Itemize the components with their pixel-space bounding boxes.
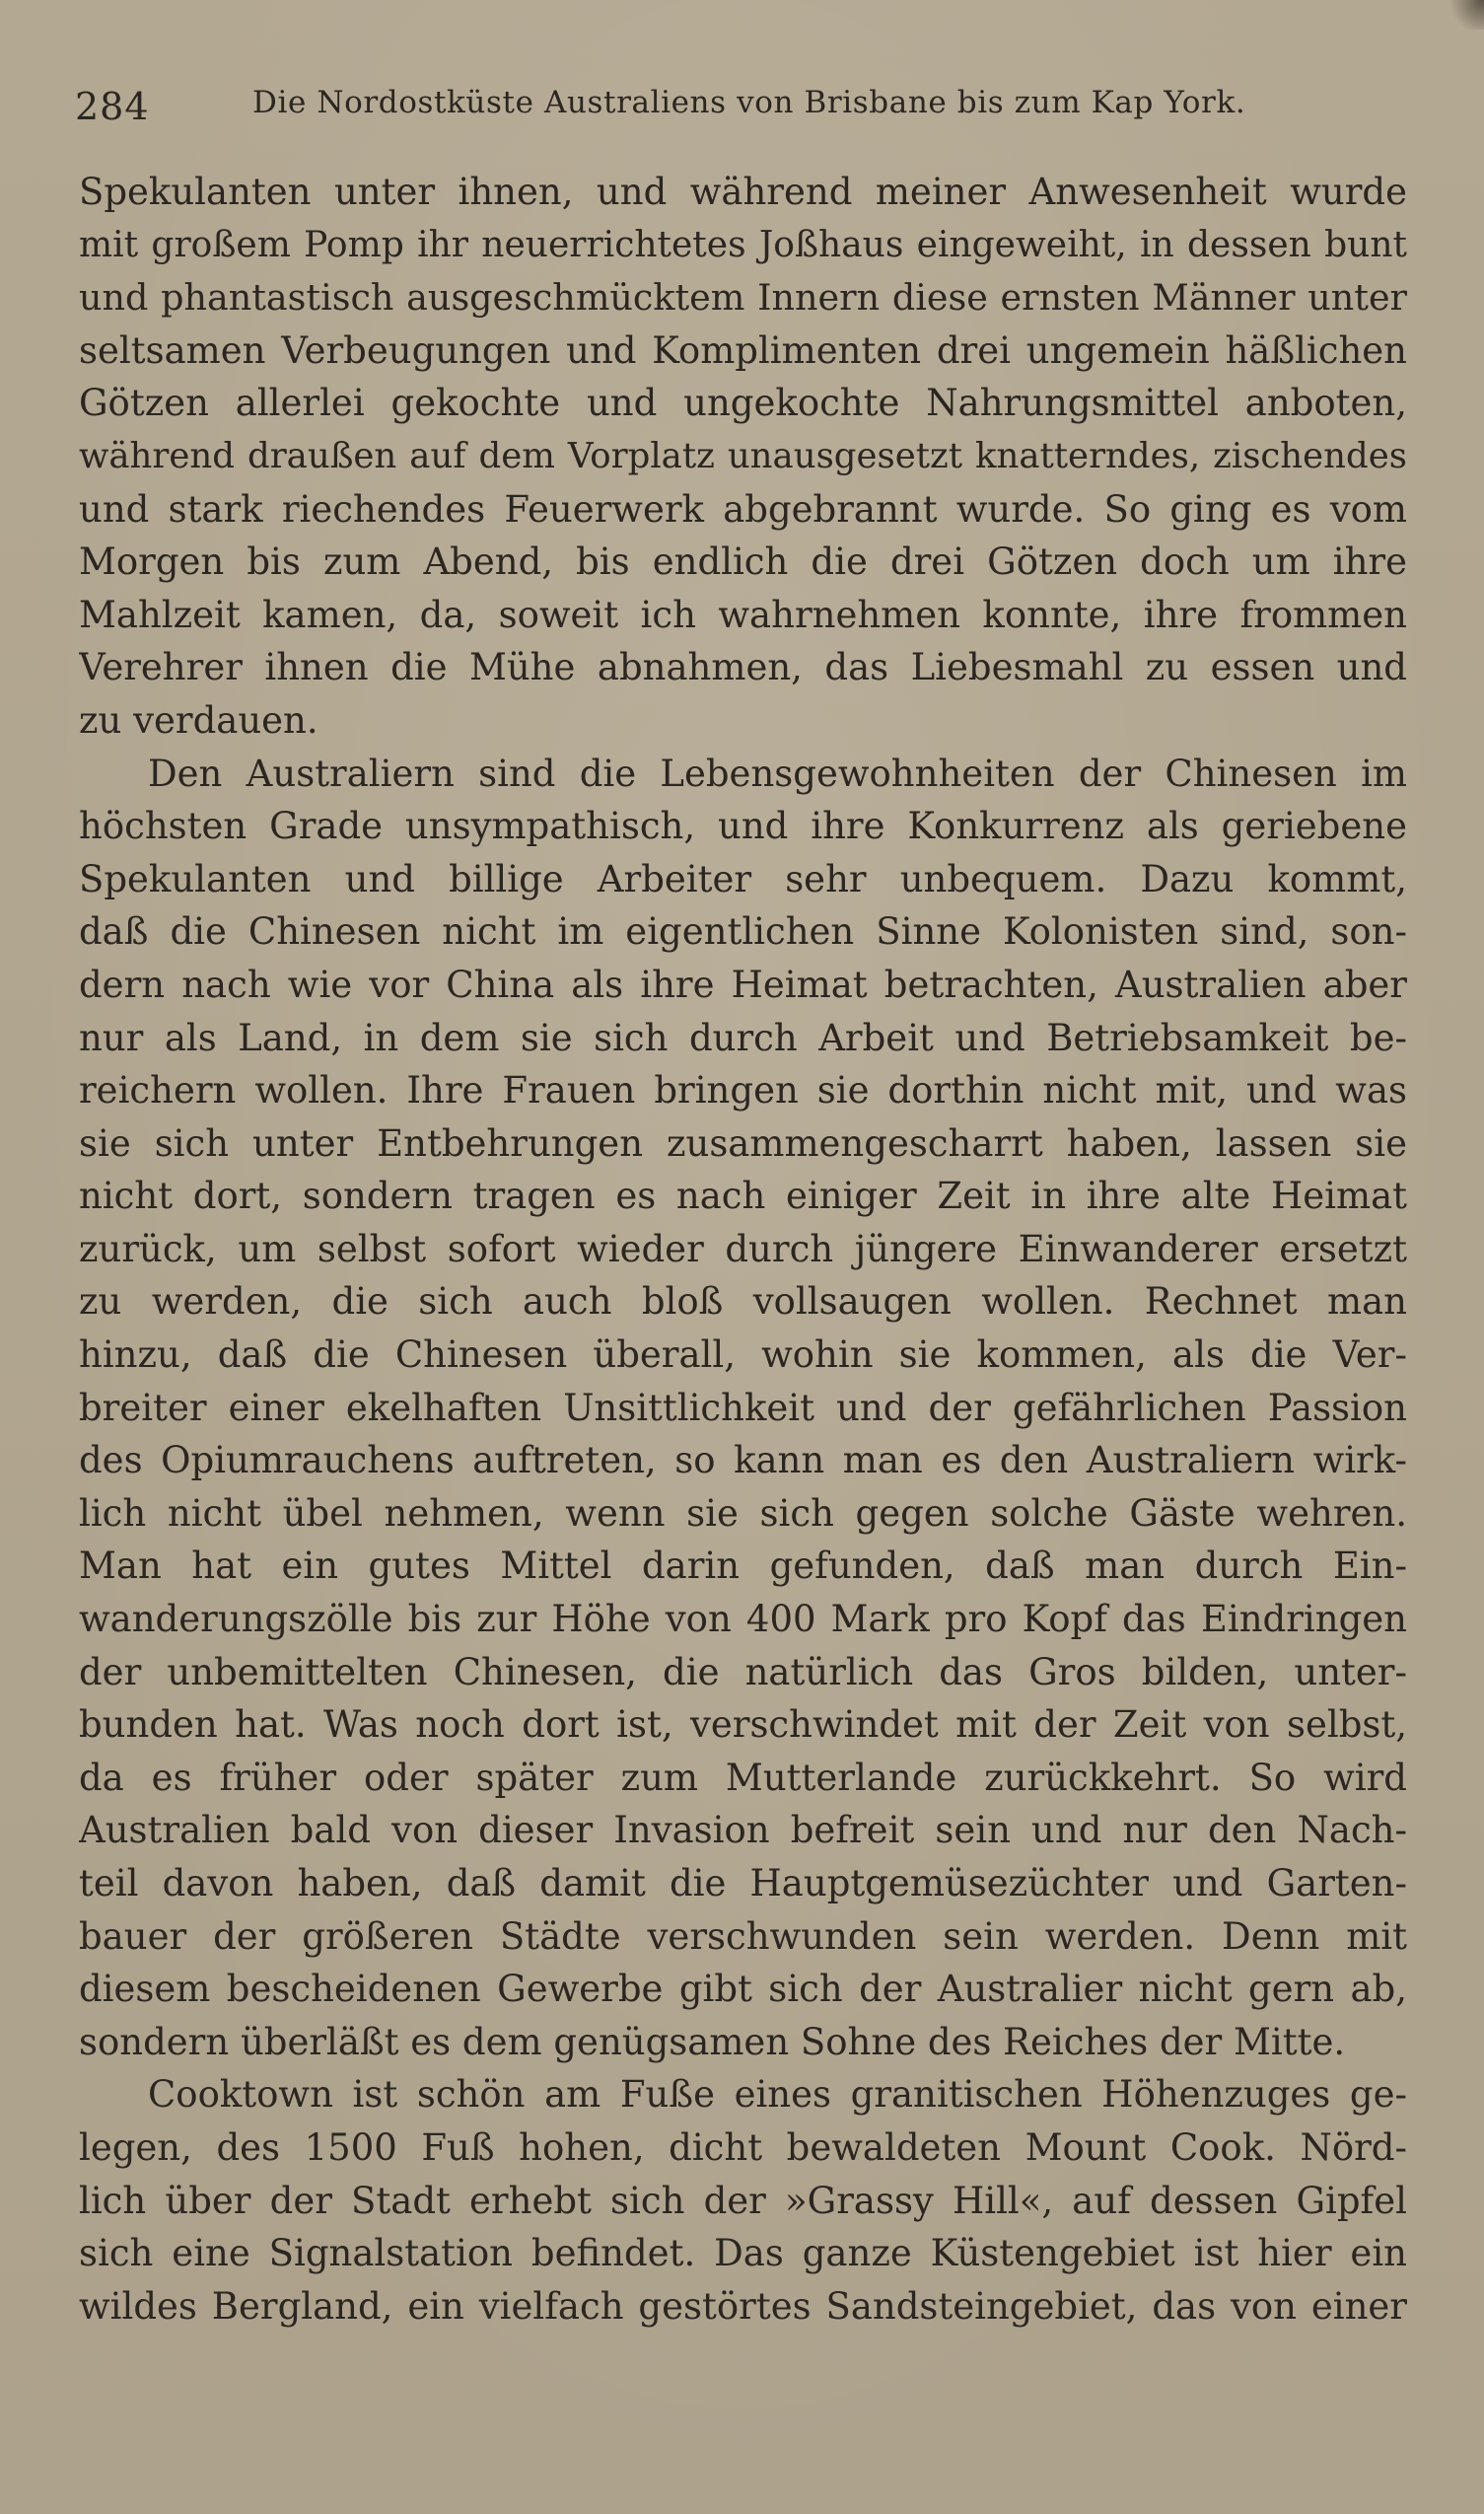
running-head: Die Nordostküste Australiens von Brisbane bis zum Kap York. [252, 85, 1246, 120]
text-line: Mahlzeit kamen, da, soweit ich wahrnehmen konnte, ihre frommen [79, 593, 1407, 636]
page-corner-shadow [1445, 0, 1484, 30]
text-line: zurück, um selbst sofort wieder durch jüngere Einwanderer ersetzt [79, 1227, 1407, 1270]
text-line: bunden hat. Was noch dort ist, verschwindet mit der Zeit von selbst, [79, 1703, 1407, 1747]
text-line: lich über der Stadt erhebt sich der »Grassy Hill«, auf dessen Gipfel [79, 2179, 1407, 2222]
text-line: reichern wollen. Ihre Frauen bringen sie dorthin nicht mit, und was [79, 1069, 1407, 1113]
text-line: bauer der größeren Städte verschwunden sein werden. Denn mit [79, 1914, 1407, 1958]
text-line: mit großem Pomp ihr neuerrichtetes Joßhaus eingeweiht, in dessen bunt [79, 224, 1407, 265]
text-line: breiter einer ekelhaften Unsittlichkeit und der gefährlichen Passion [79, 1386, 1407, 1429]
text-line: lich nicht übel nehmen, wenn sie sich gegen solche Gäste wehren. [79, 1491, 1407, 1535]
text-line: sondern überläßt es dem genügsamen Sohne des Reiches der Mitte. [79, 2020, 1346, 2063]
text-line: nicht dort, sondern tragen es nach einiger Zeit in ihre alte Heimat [79, 1175, 1407, 1218]
page-number: 284 [75, 85, 150, 128]
text-line: Australien bald von dieser Invasion befreit sein und nur den Nach- [79, 1809, 1407, 1852]
text-line: Götzen allerlei gekochte und ungekochte Nahrungsmittel anboten, [79, 382, 1407, 425]
text-line: höchsten Grade unsympathisch, und ihre Konkurrenz als geriebene [79, 805, 1407, 848]
text-line: des Opiumrauchens auftreten, so kann man es den Australiern wirk- [79, 1439, 1407, 1482]
text-line: teil davon haben, daß damit die Hauptgemüsezüchter und Garten- [79, 1862, 1407, 1904]
text-line: diesem bescheidenen Gewerbe gibt sich der Australier nicht gern ab, [79, 1968, 1407, 2011]
paragraph-start-line: Den Australiern sind die Lebensgewohnheiten der Chinesen im [148, 752, 1407, 795]
text-line: sich eine Signalstation befindet. Das ganze Küstengebiet ist hier ein [79, 2232, 1407, 2275]
text-line: zu verdauen. [79, 698, 318, 742]
text-line: und stark riechendes Feuerwerk abgebrannt wurde. So ging es vom [79, 487, 1407, 531]
page-header [75, 79, 1246, 132]
text-line: wanderungszölle bis zur Höhe von 400 Mark pro Kopf das Eindringen [79, 1598, 1407, 1641]
text-line: während draußen auf dem Vorplatz unausgesetzt knatterndes, zischendes [79, 435, 1407, 476]
text-line: Spekulanten unter ihnen, und während meiner Anwesenheit wurde [79, 171, 1407, 213]
text-line: Spekulanten und billige Arbeiter sehr unbequem. Dazu kommt, [79, 857, 1407, 900]
text-line: da es früher oder später zum Mutterlande zurückkehrt. So wird [79, 1756, 1407, 1799]
text-line: Verehrer ihnen die Mühe abnahmen, das Liebesmahl zu essen und [79, 646, 1407, 689]
text-line: dern nach wie vor China als ihre Heimat betrachten, Australien aber [79, 963, 1407, 1006]
text-line: hinzu, daß die Chinesen überall, wohin sie kommen, als die Ver- [79, 1333, 1407, 1377]
text-line: wildes Bergland, ein vielfach gestörtes Sandsteingebiet, das von einer [79, 2284, 1407, 2328]
text-line: zu werden, die sich auch bloß vollsaugen wollen. Rechnet man [79, 1280, 1407, 1324]
text-line: und phantastisch ausgeschmücktem Innern diese ernsten Männer unter [79, 276, 1407, 320]
paragraph-start-line: Cooktown ist schön am Fuße eines granitischen Höhenzuges ge- [148, 2073, 1407, 2117]
text-line: legen, des 1500 Fuß hohen, dicht bewaldeten Mount Cook. Nörd- [79, 2125, 1407, 2169]
text-line: der unbemittelten Chinesen, die natürlich das Gros bilden, unter- [79, 1650, 1407, 1693]
body-text [79, 166, 1407, 2333]
text-line: daß die Chinesen nicht im eigentlichen Sinne Kolonisten sind, son- [79, 910, 1407, 954]
text-line: seltsamen Verbeugungen und Komplimenten drei ungemein häßlichen [79, 328, 1407, 372]
text-line: Man hat ein gutes Mittel darin gefunden, daß man durch Ein- [79, 1544, 1407, 1588]
text-line: nur als Land, in dem sie sich durch Arbeit und Betriebsamkeit be- [79, 1016, 1407, 1059]
text-line: sie sich unter Entbehrungen zusammengescharrt haben, lassen sie [79, 1121, 1407, 1165]
text-line: Morgen bis zum Abend, bis endlich die drei Götzen doch um ihre [79, 540, 1407, 584]
